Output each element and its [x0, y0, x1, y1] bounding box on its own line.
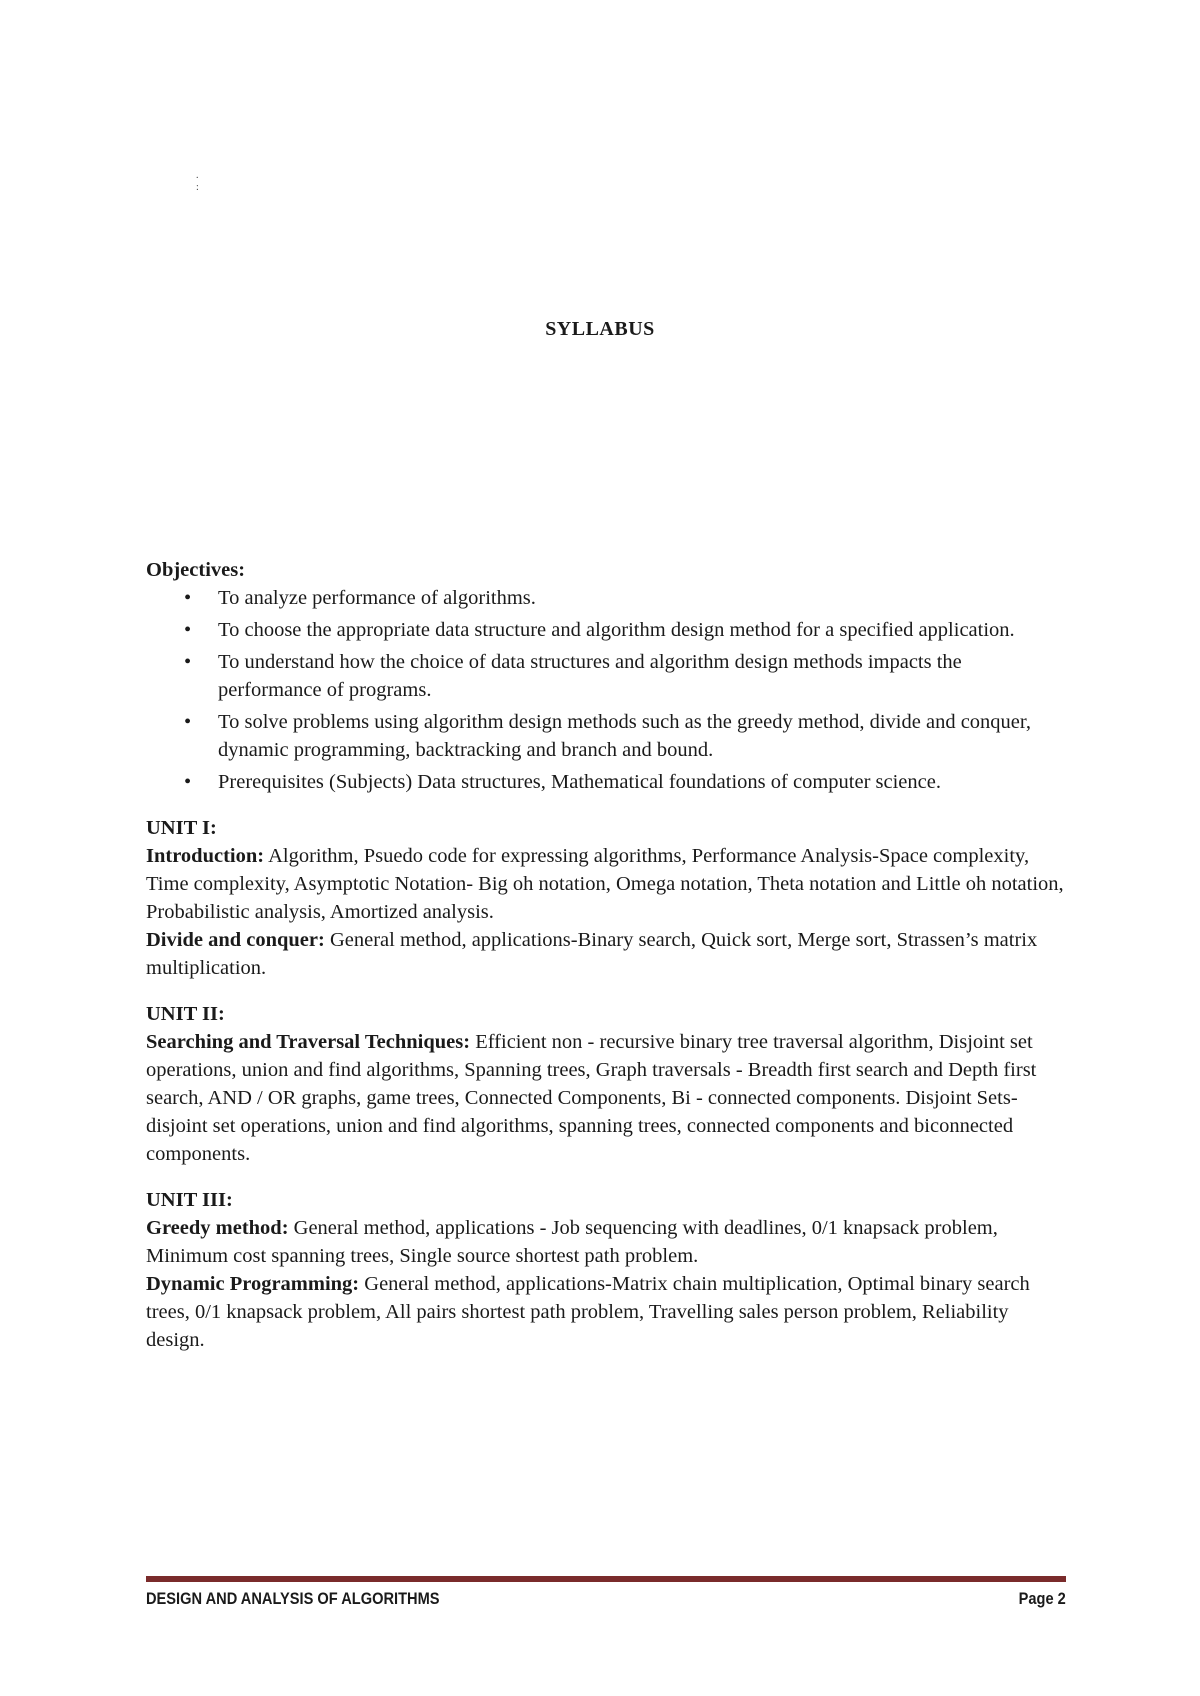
objectives-heading: Objectives: — [146, 559, 246, 581]
bullet-icon: • — [184, 771, 192, 793]
topic-text: General method, applications - Job sequencing with deadlines, 0/1 knapsack problem, Minimum cost spanning trees, Single source shortest path problem. — [146, 1217, 998, 1267]
objective-text: To understand how the choice of data structures and algorithm design methods impacts the performance of programs. — [218, 651, 962, 701]
unit-3-section — [146, 1186, 1066, 1354]
topic-lead: Divide and conquer: — [146, 929, 325, 951]
objective-text: To choose the appropriate data structure and algorithm design method for a specified application. — [218, 619, 1015, 641]
bullet-icon: • — [184, 619, 192, 641]
topic-lead: Searching and Traversal Techniques: — [146, 1031, 471, 1053]
unit-paragraph — [146, 1214, 1066, 1270]
syllabus-content — [146, 556, 1066, 1354]
objectives-section — [146, 556, 1066, 796]
footer-document-title: DESIGN AND ANALYSIS OF ALGORITHMS — [146, 1589, 440, 1608]
unit-paragraph — [146, 1028, 1066, 1168]
unit-paragraph — [146, 926, 1066, 982]
unit-1-section — [146, 814, 1066, 982]
unit-heading: UNIT III: — [146, 1189, 233, 1211]
topic-lead: Dynamic Programming: — [146, 1273, 360, 1295]
bullet-icon: • — [184, 651, 192, 673]
unit-2-section — [146, 1000, 1066, 1168]
topic-text: General method, applications-Binary search, Quick sort, Merge sort, Strassen’s matrix multiplication. — [146, 929, 1038, 979]
objective-text: To analyze performance of algorithms. — [218, 587, 536, 609]
topic-lead: Introduction: — [146, 845, 265, 867]
objectives-list — [146, 584, 1066, 796]
list-item — [146, 584, 1066, 612]
topic-text: Efficient non - recursive binary tree traversal algorithm, Disjoint set operations, union and find algorithms, Spanning trees, Graph traversals - Breadth first search and Depth first search, AND / OR graphs, game trees, Connected Components, Bi - connected components. Disjoint Sets- disjoint set operations, union and find algorithms, spanning trees, connected components and biconnected components. — [146, 1031, 1037, 1165]
unit-heading: UNIT II: — [146, 1003, 225, 1025]
footer-page-number: Page 2 — [1018, 1589, 1066, 1608]
list-item — [146, 648, 1066, 704]
unit-paragraph — [146, 842, 1066, 926]
topic-lead: Greedy method: — [146, 1217, 289, 1239]
objective-text: Prerequisites (Subjects) Data structures, Mathematical foundations of computer science. — [218, 771, 941, 793]
unit-paragraph — [146, 1270, 1066, 1354]
topic-text: Algorithm, Psuedo code for expressing algorithms, Performance Analysis-Space complexity, Time complexity, Asymptotic Notation- Big oh notation, Omega notation, Theta notation and Little oh notation, Probabilistic analysis, Amortized analysis. — [146, 845, 1064, 923]
bullet-icon: • — [184, 711, 192, 733]
unit-heading: UNIT I: — [146, 817, 217, 839]
bullet-icon: • — [184, 587, 192, 609]
topic-text: General method, applications-Matrix chain multiplication, Optimal binary search trees, 0/1 knapsack problem, All pairs shortest path problem, Travelling sales person problem, Reliability design. — [146, 1273, 1030, 1351]
list-item — [146, 616, 1066, 644]
page-title: SYLLABUS — [545, 318, 655, 340]
list-item — [146, 768, 1066, 796]
objective-text: To solve problems using algorithm design methods such as the greedy method, divide and conquer, dynamic programming, backtracking and branch and bound. — [218, 711, 1032, 761]
footer-divider — [146, 1576, 1066, 1582]
list-item — [146, 708, 1066, 764]
stray-dots-mark: . : — [196, 170, 199, 193]
